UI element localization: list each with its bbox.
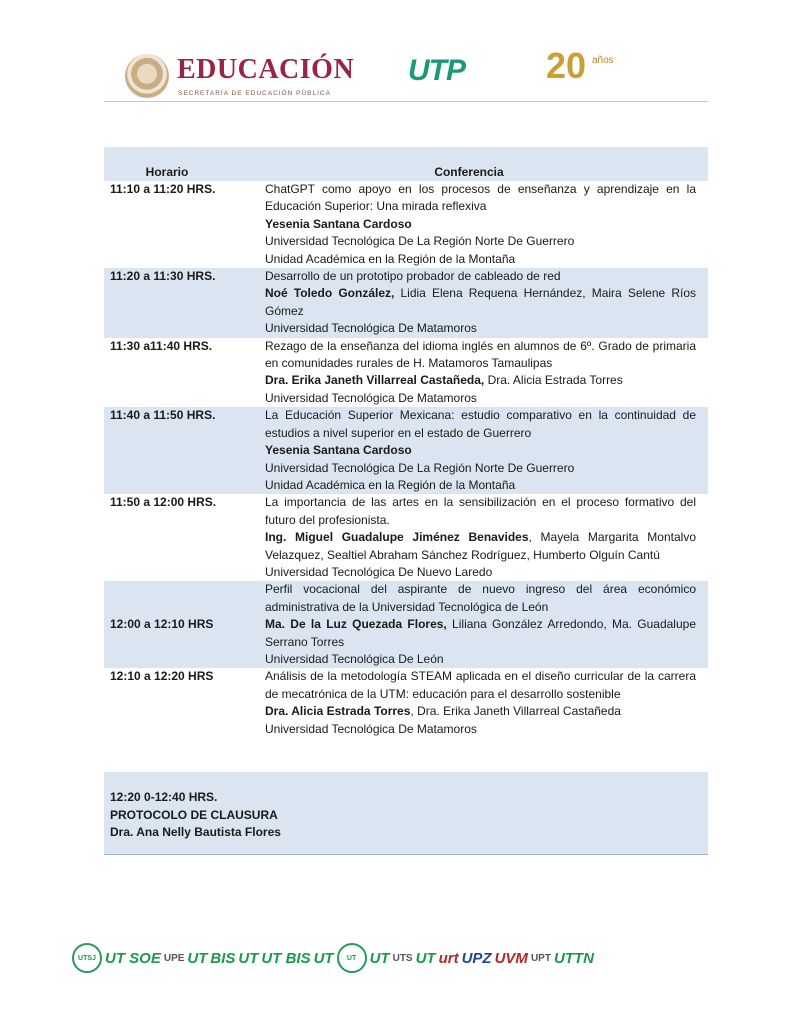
row-details	[265, 407, 702, 494]
row-details	[265, 581, 702, 668]
talk-authors	[265, 616, 696, 651]
academic-unit: Unidad Académica en la Región de la Montaña	[265, 477, 516, 492]
row-time: 11:30 a11:40 HRS.	[110, 338, 213, 353]
partner-logo: UVM	[494, 949, 528, 967]
closing-time: 12:20 0-12:40 HRS.	[110, 790, 218, 804]
partner-logo: UT BIS	[261, 949, 311, 967]
sep-title: EDUCACIÓN	[177, 54, 355, 85]
talk-authors	[265, 372, 696, 389]
partner-logo: UT	[313, 949, 334, 967]
lead-author: Noé Toledo González,	[265, 286, 395, 301]
institution: Universidad Tecnológica De Matamoros	[265, 721, 477, 736]
row-time: 12:00 a 12:10 HRS	[110, 617, 214, 632]
header-conferencia: Conferencia	[434, 165, 504, 179]
table-row	[104, 581, 708, 668]
lead-author: Ma. De la Luz Quezada Flores,	[265, 617, 447, 632]
talk-title: La Educación Superior Mexicana: estudio comparativo en la continuidad de estudios a nivel superior en el estado de Guerrero	[265, 408, 696, 440]
institution: Universidad Tecnológica De León	[265, 651, 444, 666]
partner-logo: UTTN	[553, 949, 594, 967]
partner-logo: UT	[415, 949, 436, 967]
institution: Universidad Tecnológica De La Región Norte De Guerrero	[265, 460, 575, 475]
header-divider	[104, 101, 708, 102]
partner-logos	[72, 938, 712, 978]
partner-logo: UPE	[163, 952, 185, 964]
row-time: 12:10 a 12:20 HRS	[110, 669, 214, 684]
closing-title: PROTOCOLO DE CLAUSURA	[110, 807, 278, 822]
coauthors: , Dra. Erika Janeth Villarreal Castañeda	[410, 704, 621, 719]
talk-authors	[265, 216, 696, 233]
academic-unit: Unidad Académica en la Región de la Montaña	[265, 251, 516, 266]
table-row	[104, 338, 708, 408]
row-time: 11:50 a 12:00 HRS.	[110, 495, 217, 510]
partner-logo: UT SOE	[105, 949, 161, 967]
table-row	[104, 494, 708, 581]
institution: Universidad Tecnológica De Matamoros	[265, 390, 477, 405]
talk-title: Perfil vocacional del aspirante de nuevo ingreso del área económico administrativa de la Universidad Tecnológica de León	[265, 582, 696, 614]
institution: Universidad Tecnológica De La Región Norte De Guerrero	[265, 234, 575, 249]
row-details	[265, 268, 702, 338]
talk-title: La importancia de las artes en la sensibilización en el proceso formativo del futuro del profesionista.	[265, 495, 696, 527]
partner-logo: UT	[238, 949, 259, 967]
lead-author: Yesenia Santana Cardoso	[265, 443, 412, 458]
header-horario: Horario	[145, 165, 189, 179]
program-table	[104, 147, 708, 738]
talk-authors	[265, 703, 696, 720]
partner-logo: UT	[187, 949, 208, 967]
talk-authors	[265, 529, 696, 564]
utp-logo	[408, 54, 498, 104]
closing-session	[104, 772, 708, 855]
letterhead	[0, 40, 791, 110]
talk-authors	[265, 285, 696, 320]
talk-title: Desarrollo de un prototipo probador de cableado de red	[265, 269, 561, 284]
anniversary-word: años	[592, 55, 614, 66]
row-details	[265, 668, 702, 738]
row-time: 11:10 a 11:20 HRS.	[110, 182, 216, 196]
anniversary-number: 20	[546, 45, 587, 86]
table-row	[104, 181, 708, 268]
partner-logo: UTS	[392, 952, 413, 964]
coauthors: Liliana González Arredondo, Ma. Guadalupe Serrano Torres	[265, 617, 696, 649]
partner-logo: UPT	[530, 952, 551, 964]
table-row	[104, 407, 708, 494]
utp-mark: UTP	[408, 54, 465, 87]
partner-logo: UT	[337, 943, 367, 973]
coauthors: Lidia Elena Requena Hernández, Maira Selene Ríos Gómez	[265, 286, 696, 318]
partner-logo: UTSJ	[72, 943, 102, 973]
partner-logo: UPZ	[461, 949, 492, 967]
row-details	[265, 494, 702, 581]
sep-logo	[125, 52, 355, 106]
partner-logo: urt	[438, 949, 459, 967]
national-seal-icon	[125, 54, 169, 98]
lead-author: Ing. Miguel Guadalupe Jiménez Benavides	[265, 530, 529, 545]
institution: Universidad Tecnológica De Matamoros	[265, 321, 477, 336]
row-details	[265, 338, 702, 408]
table-row	[104, 268, 708, 338]
row-time: 11:40 a 11:50 HRS.	[110, 408, 216, 423]
talk-title: Análisis de la metodología STEAM aplicada en el diseño curricular de la carrera de mecatrónica de la UTM: educación para el desarrollo sostenible	[265, 669, 696, 701]
coauthors: Dra. Alicia Estrada Torres	[484, 373, 623, 388]
table-row	[104, 668, 708, 738]
coauthors: , Mayela Margarita Montalvo Velazquez, Sealtiel Abraham Sánchez Rodríguez, Humberto Olguín Cantú	[265, 530, 696, 562]
lead-author: Dra. Erika Janeth Villarreal Castañeda,	[265, 373, 485, 388]
talk-title: Rezago de la enseñanza del idioma inglés en alumnos de 6º. Grado de primaria en comunidades rurales de H. Matamoros Tamaulipas	[265, 338, 696, 371]
lead-author: Yesenia Santana Cardoso	[265, 216, 412, 231]
partner-logo: UT	[369, 949, 390, 967]
lead-author: Dra. Alicia Estrada Torres	[265, 704, 411, 719]
row-time: 11:20 a 11:30 HRS.	[110, 269, 216, 284]
closing-speaker: Dra. Ana Nelly Bautista Flores	[110, 825, 281, 840]
table-header	[104, 147, 708, 181]
institution: Universidad Tecnológica De Nuevo Laredo	[265, 564, 493, 579]
talk-title: ChatGPT como apoyo en los procesos de enseñanza y aprendizaje en la Educación Superior: Una mirada reflexiva	[265, 182, 696, 214]
partner-logo: BIS	[210, 949, 236, 967]
anniversary-logo	[546, 45, 636, 100]
row-details	[265, 181, 702, 268]
sep-subtitle: SECRETARÍA DE EDUCACIÓN PÚBLICA	[178, 90, 331, 97]
talk-authors	[265, 442, 696, 459]
